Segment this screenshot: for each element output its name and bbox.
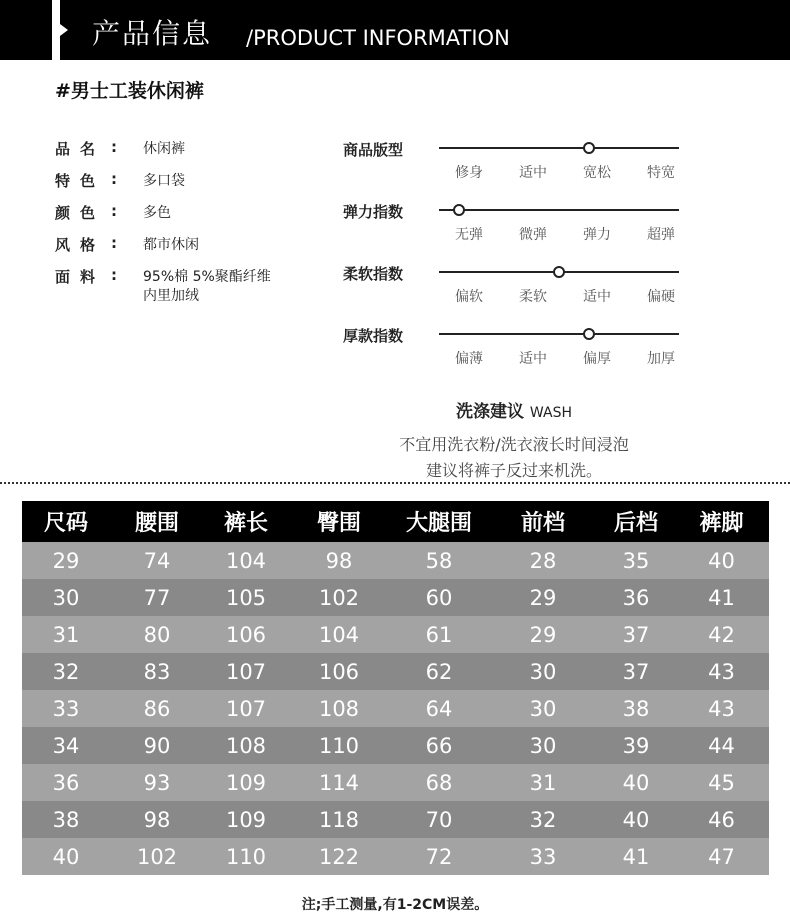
size-table-column-header: 后档 [598,501,674,542]
table-cell: 105 [204,579,288,616]
table-cell: 104 [204,542,288,579]
table-cell: 90 [110,727,204,764]
table-cell: 46 [674,801,769,838]
attribute-value: 多口袋 [143,173,185,189]
table-cell: 37 [598,653,674,690]
scale-option: 宽松 [583,165,611,181]
table-row [22,616,769,653]
scale-indicator-icon [453,204,465,216]
table-cell: 102 [110,838,204,875]
table-cell: 106 [288,653,390,690]
attribute-row [55,202,325,234]
table-cell: 107 [204,690,288,727]
attribute-colon: : [111,170,117,188]
wash-title-en: WASH [529,405,572,421]
table-cell: 38 [22,801,110,838]
table-cell: 33 [22,690,110,727]
table-cell: 29 [488,579,598,616]
table-cell: 32 [488,801,598,838]
header-title-cn: 产品信息 [92,17,213,50]
wash-title-cn: 洗涤建议 [456,402,524,422]
scale-option: 修身 [455,165,483,181]
size-table-column-header: 腰围 [110,501,204,542]
size-table-column-header: 尺码 [22,501,110,542]
scale-indicator-icon [583,328,595,340]
scale-track [439,209,679,211]
table-cell: 38 [598,690,674,727]
scale-option: 偏薄 [455,351,483,367]
table-cell: 43 [674,653,769,690]
table-cell: 58 [390,542,488,579]
scale-option: 偏硬 [647,289,675,305]
header-arrow-icon [60,24,68,36]
table-row [22,579,769,616]
table-cell: 83 [110,653,204,690]
size-table-column-header: 臀围 [288,501,390,542]
table-cell: 118 [288,801,390,838]
size-table [22,501,769,875]
table-cell: 34 [22,727,110,764]
table-cell: 114 [288,764,390,801]
attribute-label: 品名 [55,140,106,158]
index-scale [343,138,683,200]
scale-option: 加厚 [647,351,675,367]
table-cell: 40 [674,542,769,579]
table-cell: 40 [598,801,674,838]
table-cell: 39 [598,727,674,764]
index-scale [343,324,683,386]
table-cell: 93 [110,764,204,801]
table-cell: 64 [390,690,488,727]
attribute-value: 休闲裤 [143,141,185,157]
attribute-label: 颜色 [55,204,106,222]
table-cell: 107 [204,653,288,690]
attribute-label: 风格 [55,236,106,254]
attribute-list [55,138,325,304]
index-scale [343,262,683,324]
table-cell: 110 [288,727,390,764]
table-cell: 110 [204,838,288,875]
attribute-colon: : [111,234,117,252]
scale-track [439,271,679,273]
table-cell: 37 [598,616,674,653]
table-row [22,727,769,764]
table-cell: 66 [390,727,488,764]
table-cell: 86 [110,690,204,727]
table-row [22,801,769,838]
attribute-row [55,266,325,304]
table-cell: 42 [674,616,769,653]
scale-indicator-icon [553,266,565,278]
table-cell: 30 [22,579,110,616]
wash-line-2: 建议将裤子反过来机洗。 [425,461,602,480]
size-table-column-header: 裤长 [204,501,288,542]
scale-option: 柔软 [519,289,547,305]
measurement-note: 注;手工测量,有1-2CM误差。 [301,897,489,913]
attribute-colon: : [111,202,117,220]
scale-option: 适中 [519,351,547,367]
table-cell: 68 [390,764,488,801]
section-header [0,0,790,60]
table-cell: 80 [110,616,204,653]
table-cell: 45 [674,764,769,801]
table-cell: 30 [488,653,598,690]
table-row [22,838,769,875]
table-cell: 31 [22,616,110,653]
table-cell: 70 [390,801,488,838]
table-row [22,690,769,727]
table-cell: 60 [390,579,488,616]
dotted-divider [0,482,790,484]
table-cell: 98 [288,542,390,579]
table-cell: 41 [674,579,769,616]
table-cell: 109 [204,801,288,838]
scale-option: 适中 [583,289,611,305]
table-cell: 108 [204,727,288,764]
table-cell: 32 [22,653,110,690]
scale-track [439,147,679,149]
table-cell: 40 [22,838,110,875]
header-title-en: /PRODUCT INFORMATION [246,26,510,50]
header-marker [52,0,60,60]
attribute-value: 都市休闲 [143,237,199,253]
scale-label: 柔软指数 [343,265,404,283]
table-cell: 102 [288,579,390,616]
scale-label: 弹力指数 [343,203,404,221]
scale-option: 特宽 [647,165,675,181]
table-cell: 40 [598,764,674,801]
scale-label: 厚款指数 [343,327,404,345]
table-cell: 41 [598,838,674,875]
size-table-column-header: 前档 [488,501,598,542]
table-cell: 29 [488,616,598,653]
table-row [22,764,769,801]
table-cell: 36 [598,579,674,616]
scale-option: 弹力 [583,227,611,243]
attribute-row [55,234,325,266]
table-cell: 122 [288,838,390,875]
table-cell: 35 [598,542,674,579]
scale-label: 商品版型 [343,141,404,159]
index-scale [343,200,683,262]
table-row [22,653,769,690]
attribute-row [55,138,325,170]
index-scales [343,138,683,386]
table-cell: 109 [204,764,288,801]
attribute-label: 特色 [55,172,106,190]
scale-option: 超弹 [647,227,675,243]
scale-option: 偏软 [455,289,483,305]
table-cell: 30 [488,727,598,764]
attribute-colon: : [111,266,117,284]
table-row [22,542,769,579]
table-cell: 61 [390,616,488,653]
table-cell: 30 [488,690,598,727]
size-table-column-header: 大腿围 [390,501,488,542]
table-cell: 104 [288,616,390,653]
scale-track [439,333,679,335]
table-cell: 47 [674,838,769,875]
attribute-colon: : [111,138,117,156]
table-cell: 31 [488,764,598,801]
scale-option: 微弹 [519,227,547,243]
table-cell: 43 [674,690,769,727]
wash-title [0,397,790,422]
scale-option: 适中 [519,165,547,181]
product-name: #男士工装休闲裤 [55,80,204,102]
scale-option: 偏厚 [583,351,611,367]
attribute-row [55,170,325,202]
table-cell: 106 [204,616,288,653]
size-table-header [22,501,769,542]
attribute-value: 95%棉 5%聚酯纤维 [143,269,271,285]
table-cell: 33 [488,838,598,875]
attribute-label: 面料 [55,268,106,286]
table-cell: 98 [110,801,204,838]
scale-indicator-icon [583,142,595,154]
table-cell: 72 [390,838,488,875]
table-cell: 36 [22,764,110,801]
table-cell: 74 [110,542,204,579]
attribute-value-extra: 内里加绒 [143,288,199,304]
table-cell: 28 [488,542,598,579]
table-cell: 77 [110,579,204,616]
wash-line-1: 不宜用洗衣粉/洗衣液长时间浸泡 [399,435,629,454]
table-cell: 29 [22,542,110,579]
table-cell: 62 [390,653,488,690]
size-table-column-header: 裤脚 [674,501,769,542]
table-cell: 108 [288,690,390,727]
table-cell: 44 [674,727,769,764]
attribute-value: 多色 [143,205,171,221]
scale-option: 无弹 [455,227,483,243]
